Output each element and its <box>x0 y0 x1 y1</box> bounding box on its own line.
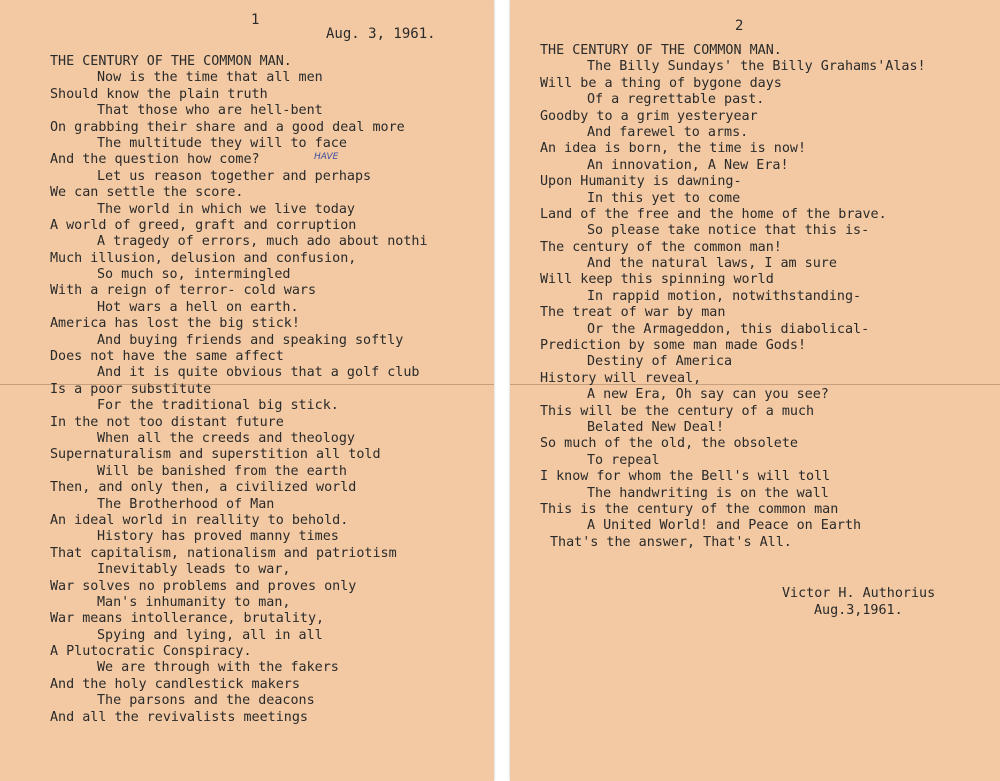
poem-line: A Plutocratic Conspiracy. <box>50 644 252 660</box>
poem-line: To repeal <box>587 452 660 468</box>
poem-line: War means intollerance, brutality, <box>50 611 325 627</box>
poem-line: History has proved manny times <box>97 529 339 545</box>
poem-line: So please take notice that this is- <box>587 223 870 239</box>
signature-date: Aug.3,1961. <box>814 603 903 618</box>
poem-line: The parsons and the deacons <box>97 693 315 709</box>
poem-line: An ideal world in reallity to behold. <box>50 512 349 528</box>
poem-line: With a reign of terror- cold wars <box>50 283 317 299</box>
poem-line: A tragedy of errors, much ado about nothi <box>97 234 428 250</box>
poem-line: The world in which we live today <box>97 201 355 217</box>
page-number: 2 <box>735 18 744 34</box>
poem-line: An idea is born, the time is now! <box>540 141 807 157</box>
poem-line: The century of the common man! <box>540 239 782 255</box>
poem-line: Inevitably leads to war, <box>97 562 291 578</box>
poem-line: Let us reason together and perhaps <box>97 168 372 184</box>
poem-line: That those who are hell-bent <box>97 103 323 119</box>
poem-line: The handwriting is on the wall <box>587 485 829 501</box>
handwritten-insert: HAVE <box>314 152 339 162</box>
poem-line: When all the creeds and theology <box>97 430 355 446</box>
poem-line: Will be a thing of bygone days <box>540 75 782 91</box>
poem-line: Will keep this spinning world <box>540 272 774 288</box>
poem-line: Upon Humanity is dawning- <box>540 174 742 190</box>
poem-line: The Billy Sundays' the Billy Grahams'Alas! <box>587 59 926 75</box>
poem-line: Will be banished from the earth <box>97 463 347 479</box>
poem-line: And the holy candlestick makers <box>50 676 300 692</box>
poem-line: The multitude they will to face <box>97 135 347 151</box>
poem-line: And buying friends and speaking softly <box>97 332 404 348</box>
page-number: 1 <box>251 12 260 28</box>
poem-line: That's the answer, That's All. <box>550 534 792 550</box>
date-header: Aug. 3, 1961. <box>326 26 436 42</box>
poem-line: Should know the plain truth <box>50 86 268 102</box>
poem-line: Of a regrettable past. <box>587 92 765 108</box>
poem-line: The treat of war by man <box>540 305 726 321</box>
poem-line: Or the Armageddon, this diabolical- <box>587 321 870 337</box>
poem-line: America has lost the big stick! <box>50 316 300 332</box>
poem-line: Man's inhumanity to man, <box>97 594 291 610</box>
poem-line: THE CENTURY OF THE COMMON MAN. <box>540 43 782 58</box>
poem-line: Supernaturalism and superstition all told <box>50 447 381 463</box>
poem-line: And the question how come? <box>50 152 260 168</box>
poem-line: Spying and lying, all in all <box>97 627 323 643</box>
poem-line: Belated New Deal! <box>587 419 725 435</box>
poem-line: War solves no problems and proves only <box>50 578 357 594</box>
poem-line: And the natural laws, I am sure <box>587 256 837 272</box>
poem-line: This will be the century of a much <box>540 403 815 419</box>
poem-line: Hot wars a hell on earth. <box>97 299 299 315</box>
poem-line: And farewel to arms. <box>587 124 749 140</box>
signature-name: Victor H. Authorius <box>782 586 936 601</box>
poem-line: I know for whom the Bell's will toll <box>540 469 831 485</box>
poem-text <box>50 54 428 726</box>
poem-line: A new Era, Oh say can you see? <box>587 387 829 403</box>
poem-line: In this yet to come <box>587 190 741 206</box>
poem-line: In rappid motion, notwithstanding- <box>587 288 862 304</box>
poem-line: History will reveal, <box>540 370 702 386</box>
poem-line: This is the century of the common man <box>540 501 839 517</box>
poem-line: So much so, intermingled <box>97 267 291 283</box>
poem-line: A world of greed, graft and corruption <box>50 217 357 233</box>
poem-line: So much of the old, the obsolete <box>540 436 798 452</box>
poem-line: On grabbing their share and a good deal more <box>50 119 405 135</box>
poem-line: An innovation, A New Era! <box>587 157 789 173</box>
poem-line: A United World! and Peace on Earth <box>587 518 862 534</box>
poem-line: And all the revivalists meetings <box>50 709 308 725</box>
poem-line: For the traditional big stick. <box>97 398 339 414</box>
poem-page-1 <box>0 0 494 781</box>
poem-line: THE CENTURY OF THE COMMON MAN. <box>50 54 292 69</box>
poem-page-2 <box>510 0 1000 781</box>
poem-line: Destiny of America <box>587 354 733 370</box>
poem-line: Much illusion, delusion and confusion, <box>50 250 357 266</box>
poem-line: Goodby to a grim yesteryear <box>540 108 758 124</box>
poem-line: That capitalism, nationalism and patriotism <box>50 545 397 561</box>
poem-text <box>540 43 926 551</box>
poem-line: Prediction by some man made Gods! <box>540 338 807 354</box>
poem-line: In the not too distant future <box>50 414 284 430</box>
poem-line: We are through with the fakers <box>97 660 339 676</box>
poem-line: We can settle the score. <box>50 185 244 201</box>
poem-line: Then, and only then, a civilized world <box>50 480 357 496</box>
poem-line: Is a poor substitute <box>50 381 212 397</box>
poem-line: And it is quite obvious that a golf club <box>97 365 420 381</box>
poem-line: The Brotherhood of Man <box>97 496 275 512</box>
poem-line: Does not have the same affect <box>50 349 284 365</box>
poem-line: Land of the free and the home of the brave. <box>540 206 887 222</box>
poem-line: Now is the time that all men <box>97 70 323 86</box>
